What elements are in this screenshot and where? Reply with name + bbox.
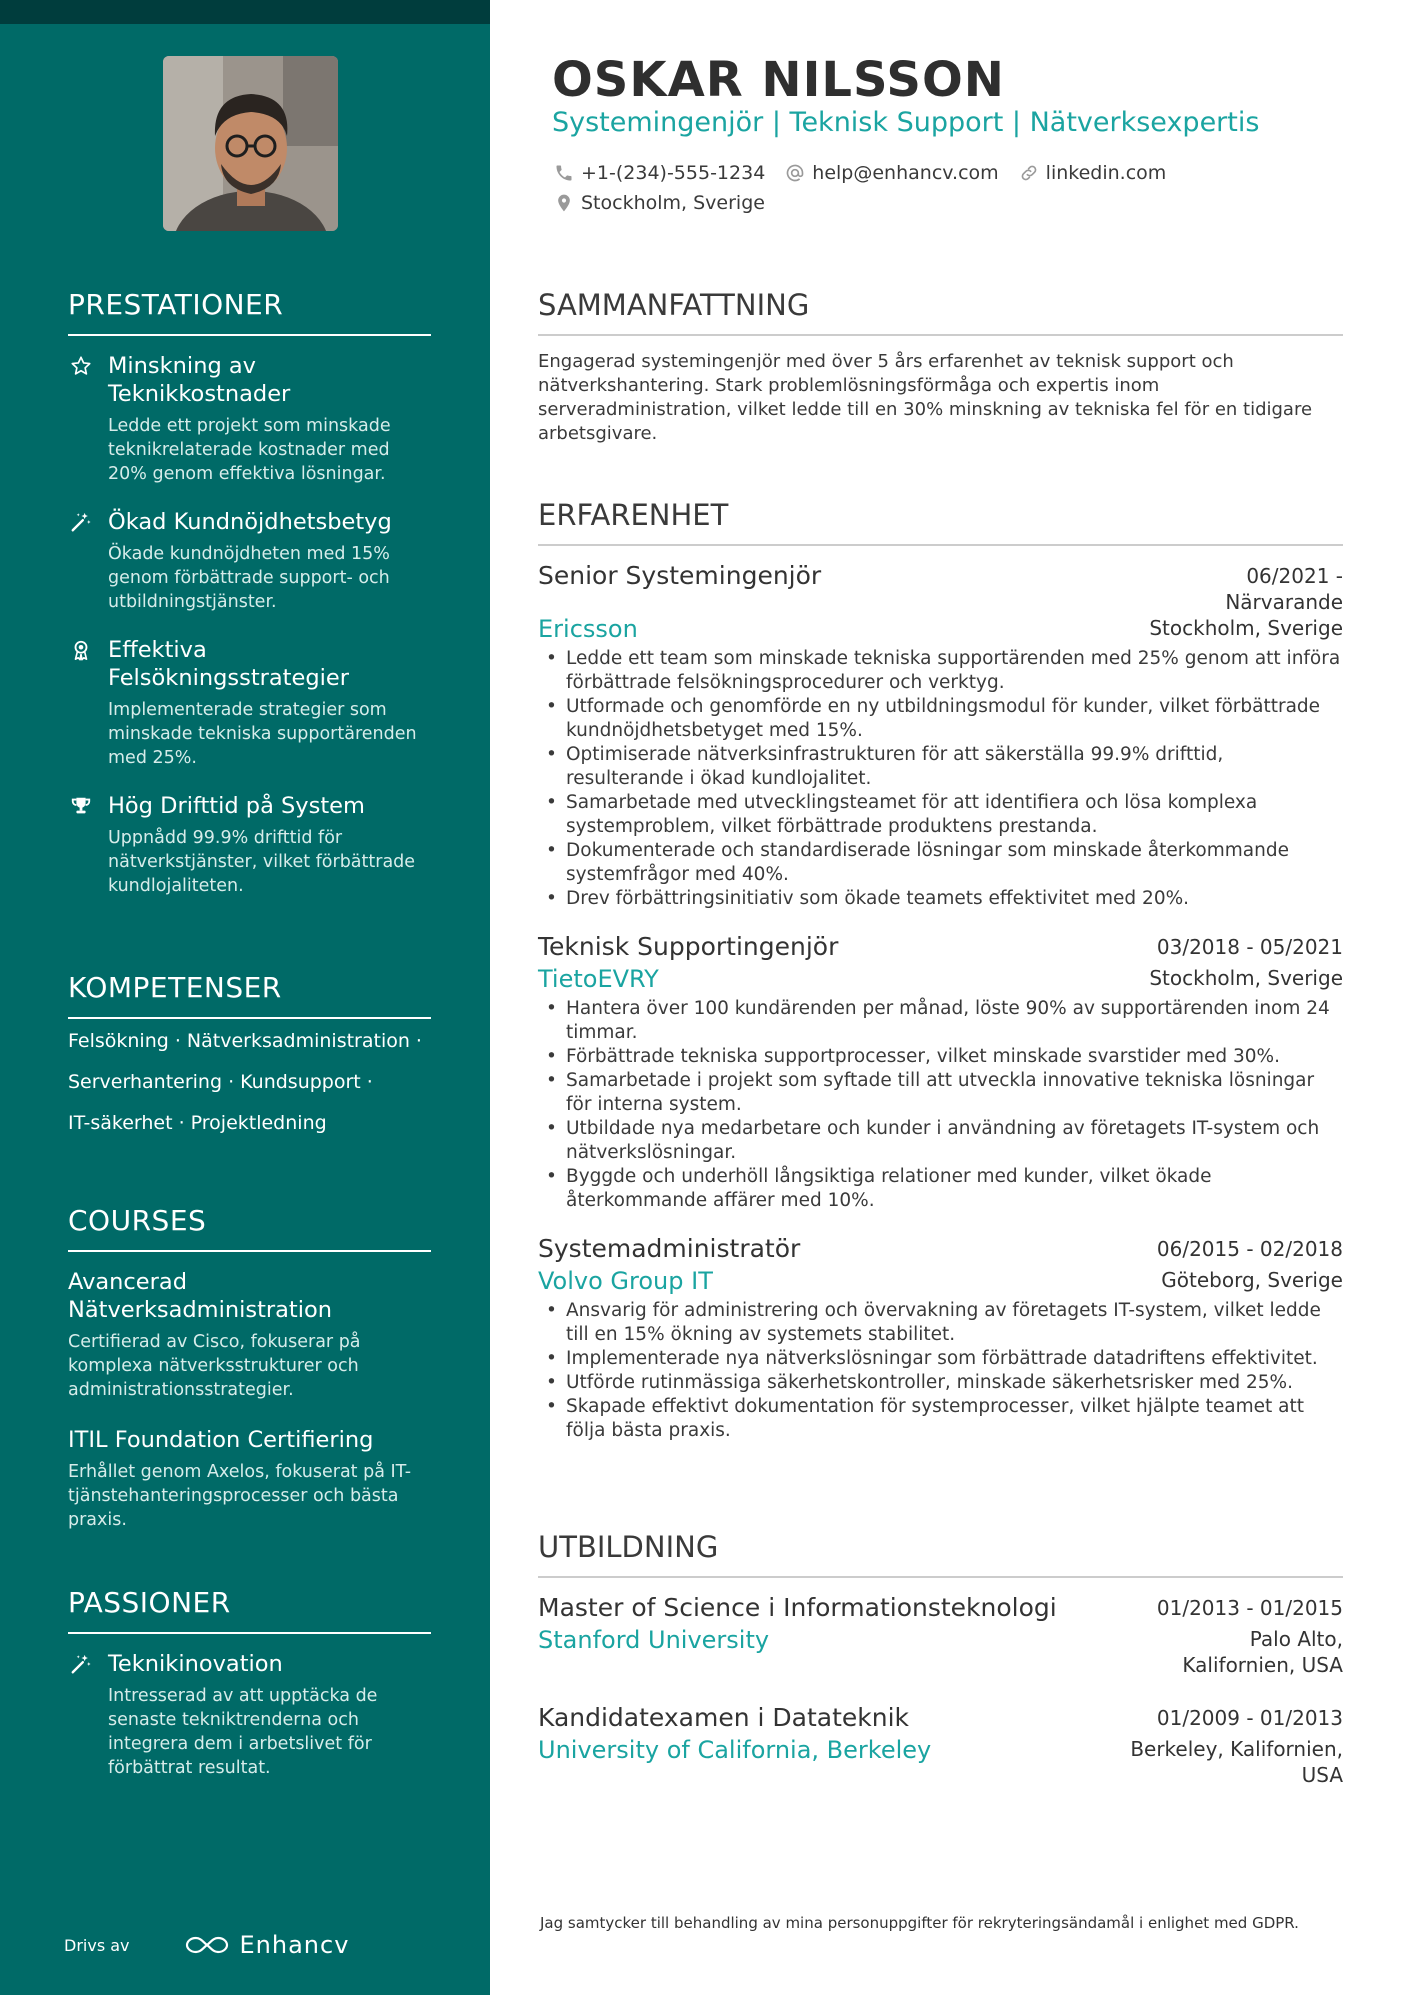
- course-description: Erhållet genom Axelos, fokuserat på IT-tjänstehanteringsprocesser och bästa praxis.: [68, 1462, 412, 1530]
- achievement-title: Minskning av Teknikkostnader: [108, 353, 291, 407]
- education-location-line: Palo Alto,: [1249, 1627, 1343, 1651]
- education-location-line: USA: [1301, 1763, 1343, 1787]
- enhancv-logo[interactable]: [184, 1931, 350, 1959]
- school-name: University of California, Berkeley: [538, 1736, 932, 1764]
- job-title: Systemadministratör: [538, 1234, 801, 1263]
- courses-heading: COURSES: [68, 1204, 431, 1252]
- education-location-line: Kalifornien, USA: [1182, 1653, 1343, 1677]
- degree-title: Master of Science i Informationsteknologi: [538, 1593, 1057, 1622]
- job-bullet: • Drev förbättringsinitiativ som ökade teamets effektivitet med 20%.: [538, 887, 1343, 911]
- email-contact[interactable]: [785, 162, 998, 184]
- location-text: Stockholm, Sverige: [581, 192, 765, 214]
- skills-line: Serverhantering · Kundsupport ·: [68, 1071, 373, 1093]
- course-item: [68, 1426, 431, 1532]
- achievement-description: Ledde ett projekt som minskade teknikrelaterade kostnader med 20% genom effektiva lösningar.: [108, 416, 391, 484]
- candidate-name: OSKAR NILSSON: [552, 52, 1005, 108]
- job-bullet: • Utbildade nya medarbetare och kunder i användning av företagets IT-system och nätverkslösningar.: [538, 1117, 1343, 1165]
- achievement-item: [68, 792, 431, 898]
- achievement-item: [68, 636, 431, 770]
- job-bullet: • Utförde rutinmässiga säkerhetskontroller, minskade säkerhetsrisker med 25%.: [538, 1371, 1343, 1395]
- job-title: Teknisk Supportingenjör: [538, 932, 839, 961]
- email-text: help@enhancv.com: [812, 162, 999, 184]
- education-entry: [538, 1702, 1343, 1788]
- powered-by-label: Drivs av: [64, 1935, 130, 1955]
- job-title: Senior Systemingenjör: [538, 561, 822, 590]
- job-bullet: • Ledde ett team som minskade tekniska supportärenden med 25% genom att införa förbättrade felsökningsprocedurer och verktyg.: [538, 647, 1343, 695]
- education-heading: UTBILDNING: [538, 1530, 1343, 1578]
- location-row: [554, 192, 765, 214]
- job-bullet: • Samarbetade i projekt som syftade till att utveckla innovative tekniska lösningar för interna system.: [538, 1069, 1343, 1117]
- job-bullet: • Förbättrade tekniska supportprocesser, vilket minskade svarstider med 30%.: [538, 1045, 1343, 1069]
- skills-line: Felsökning · Nätverksadministration ·: [68, 1030, 422, 1052]
- course-description: Certifierad av Cisco, fokuserar på komplexa nätverksstrukturer och administrationsstrategier.: [68, 1332, 361, 1400]
- passion-item: [68, 1650, 431, 1780]
- job-bullet: • Hantera över 100 kundärenden per månad, löste 90% av supportärenden inom 24 timmar.: [538, 997, 1343, 1045]
- job-bullet: • Byggde och underhöll långsiktiga relationer med kunder, vilket ökade återkommande affärer med 10%.: [538, 1165, 1343, 1213]
- achievements-section: [68, 288, 431, 920]
- award-ribbon-icon: [68, 636, 94, 664]
- phone-contact[interactable]: [554, 162, 765, 184]
- job-bullets: [538, 647, 1343, 911]
- degree-title: Kandidatexamen i Datateknik: [538, 1703, 910, 1732]
- summary-section: [538, 288, 1343, 446]
- skills-heading: KOMPETENSER: [68, 971, 431, 1019]
- summary-text: Engagerad systemingenjör med över 5 års erfarenhet av teknisk support och nätverkshantering. Stark problemlösningsförmåga och expertis inom serveradministration, vilket ledde till en 30% minskning av tekniska fel för en tidigare arbetsgivare.: [538, 351, 1313, 444]
- achievement-item: [68, 508, 431, 614]
- job-location: Göteborg, Sverige: [1161, 1268, 1343, 1292]
- at-icon: [785, 163, 805, 183]
- trophy-icon: [68, 792, 94, 820]
- contact-row: [554, 162, 1166, 184]
- achievements-heading: PRESTATIONER: [68, 288, 431, 336]
- phone-text: +1-(234)-555-1234: [581, 162, 766, 184]
- job-entry: [538, 560, 1343, 911]
- course-item: [68, 1268, 431, 1402]
- achievement-description: Uppnådd 99.9% drifttid för nätverkstjänster, vilket förbättrade kundlojaliteten.: [108, 828, 416, 896]
- job-bullet: • Implementerade nya nätverkslösningar som förbättrade datadriftens effektivitet.: [538, 1347, 1343, 1371]
- phone-icon: [554, 163, 574, 183]
- course-title: Avancerad Nätverksadministration: [68, 1269, 333, 1323]
- achievement-description: Ökade kundnöjdheten med 15% genom förbättrade support- och utbildningstjänster.: [108, 544, 390, 612]
- achievement-title: Hög Drifttid på System: [108, 793, 365, 819]
- enhancv-logo-icon: [184, 1934, 230, 1956]
- job-bullet: • Ansvarig för administrering och övervakning av företagets IT-system, vilket ledde till en 15% ökning av systemets stabilitet.: [538, 1299, 1343, 1347]
- location-contact: [554, 192, 765, 214]
- linkedin-contact[interactable]: [1019, 162, 1167, 184]
- education-date: 01/2009 - 01/2013: [1156, 1706, 1343, 1730]
- course-title: ITIL Foundation Certifiering: [68, 1427, 374, 1453]
- sidebar-top-bar: [0, 0, 490, 24]
- skills-line: IT-säkerhet · Projektledning: [68, 1112, 327, 1134]
- sidebar: [0, 0, 490, 1995]
- passions-section: [68, 1586, 431, 1802]
- passion-description: Intresserad av att upptäcka de senaste tekniktrenderna och integrera dem i arbetslivet för förbättrat resultat.: [108, 1686, 378, 1778]
- job-location: Stockholm, Sverige: [1149, 616, 1343, 640]
- education-location: [1130, 1734, 1343, 1788]
- courses-section: [68, 1204, 431, 1556]
- job-bullet: • Utformade och genomförde en ny utbildningsmodul för kunder, vilket förbättrade kundnöjdhetsbetyget med 15%.: [538, 695, 1343, 743]
- experience-section: [538, 498, 1343, 1463]
- job-date-start: 06/2021 -: [1246, 564, 1343, 588]
- education-date: 01/2013 - 01/2015: [1156, 1596, 1343, 1620]
- education-location-line: Berkeley, Kalifornien,: [1130, 1737, 1343, 1761]
- job-location: Stockholm, Sverige: [1149, 966, 1343, 990]
- education-entry: [538, 1592, 1343, 1678]
- achievement-item: [68, 352, 431, 486]
- company-name: Volvo Group IT: [538, 1267, 713, 1295]
- job-bullets: [538, 997, 1343, 1213]
- location-pin-icon: [554, 193, 574, 213]
- passion-title: Teknikinovation: [108, 1651, 283, 1677]
- company-name: Ericsson: [538, 615, 638, 643]
- star-icon: [68, 352, 94, 380]
- magic-wand-icon: [68, 508, 94, 536]
- experience-heading: ERFARENHET: [538, 498, 1343, 546]
- education-location: [1182, 1624, 1343, 1678]
- candidate-headline: Systemingenjör | Teknisk Support | Nätverksexpertis: [552, 107, 1260, 138]
- job-date: 03/2018 - 05/2021: [1156, 935, 1343, 959]
- link-icon: [1019, 163, 1039, 183]
- job-date-end: Närvarande: [1225, 590, 1343, 614]
- skills-section: [68, 971, 431, 1144]
- job-date: [1225, 560, 1343, 615]
- achievement-title: Ökad Kundnöjdhetsbetyg: [108, 509, 392, 535]
- job-bullet: • Dokumenterade och standardiserade lösningar som minskade återkommande systemfrågor med 40%.: [538, 839, 1343, 887]
- company-name: TietoEVRY: [538, 965, 659, 993]
- job-bullet: • Optimiserade nätverksinfrastrukturen för att säkerställa 99.9% drifttid, resulterande i ökad kundlojalitet.: [538, 743, 1343, 791]
- linkedin-text: linkedin.com: [1045, 162, 1167, 184]
- job-entry: [538, 931, 1343, 1213]
- achievement-title: Effektiva Felsökningsstrategier: [108, 637, 349, 691]
- job-bullet: • Skapade effektivt dokumentation för systemprocesser, vilket hjälpte teamet att följa bästa praxis.: [538, 1395, 1343, 1443]
- education-section: [538, 1530, 1343, 1812]
- job-bullets: [538, 1299, 1343, 1443]
- magic-wand-icon: [68, 1650, 94, 1678]
- enhancv-brand-text: Enhancv: [239, 1931, 350, 1959]
- passions-heading: PASSIONER: [68, 1586, 431, 1634]
- achievement-description: Implementerade strategier som minskade tekniska supportärenden med 25%.: [108, 700, 417, 768]
- gdpr-consent-note: Jag samtycker till behandling av mina personuppgifter för rekryteringsändamål i enlighet med GDPR.: [540, 1914, 1299, 1932]
- job-entry: [538, 1233, 1343, 1443]
- school-name: Stanford University: [538, 1626, 770, 1654]
- job-date: 06/2015 - 02/2018: [1156, 1237, 1343, 1261]
- powered-by: [64, 1931, 349, 1959]
- summary-heading: SAMMANFATTNING: [538, 288, 1343, 336]
- job-bullet: • Samarbetade med utvecklingsteamet för att identifiera och lösa komplexa systemproblem, vilket förbättrade produktens prestanda.: [538, 791, 1343, 839]
- profile-photo: [163, 56, 338, 231]
